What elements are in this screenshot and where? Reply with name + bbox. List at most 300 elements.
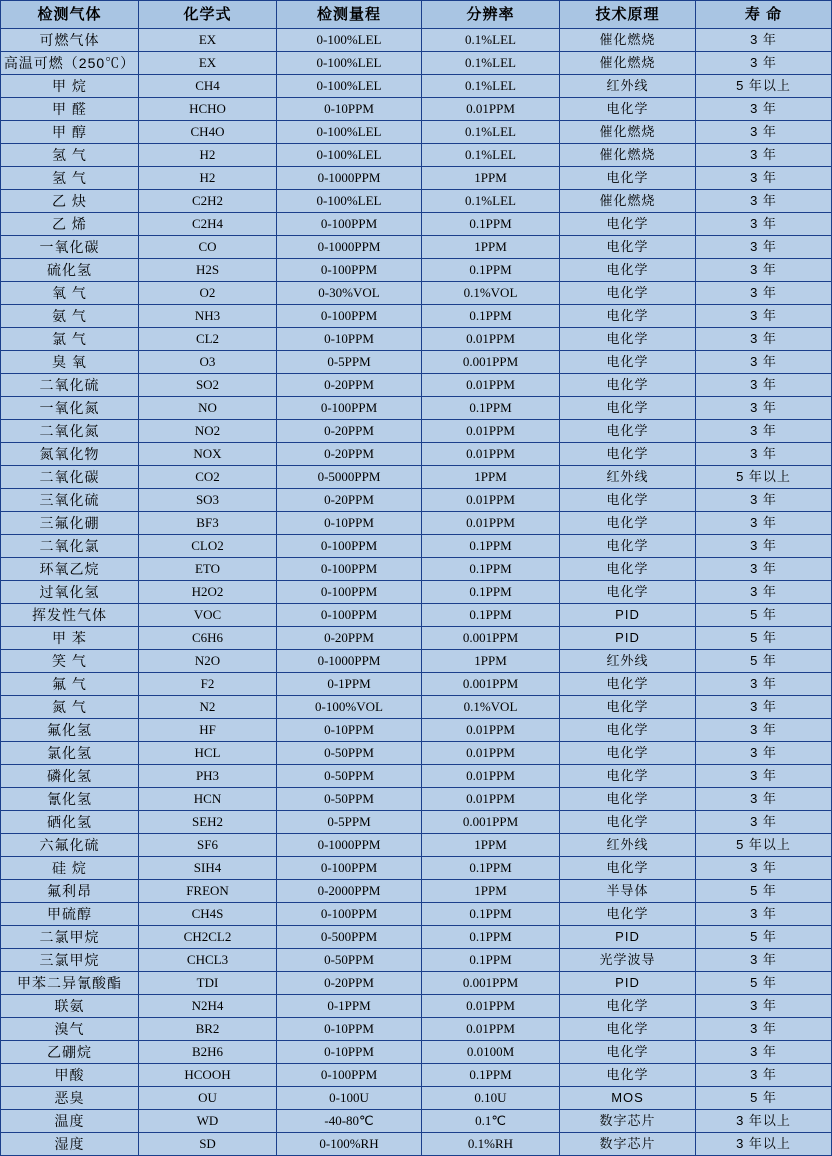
cell-technical-principle: 红外线 bbox=[560, 75, 696, 98]
cell-detection-range: 0-30%VOL bbox=[277, 282, 422, 305]
cell-detection-range: 0-10PPM bbox=[277, 1041, 422, 1064]
cell-chemical-formula: F2 bbox=[139, 673, 277, 696]
table-row bbox=[1, 259, 832, 282]
cell-chemical-formula: HCOOH bbox=[139, 1064, 277, 1087]
table-row bbox=[1, 834, 832, 857]
cell-service-life: 3 年 bbox=[696, 1064, 832, 1087]
cell-gas-name: 二氧化碳 bbox=[1, 466, 139, 489]
table-row bbox=[1, 29, 832, 52]
cell-detection-range: 0-50PPM bbox=[277, 765, 422, 788]
cell-resolution: 0.01PPM bbox=[422, 328, 560, 351]
cell-detection-range: 0-5000PPM bbox=[277, 466, 422, 489]
cell-service-life: 5 年 bbox=[696, 627, 832, 650]
cell-service-life: 3 年 bbox=[696, 282, 832, 305]
table-row bbox=[1, 98, 832, 121]
cell-resolution: 0.1%VOL bbox=[422, 282, 560, 305]
cell-gas-name: 乙 烯 bbox=[1, 213, 139, 236]
cell-gas-name: 二氧化硫 bbox=[1, 374, 139, 397]
cell-service-life: 3 年 bbox=[696, 673, 832, 696]
cell-technical-principle: 催化燃烧 bbox=[560, 121, 696, 144]
table-row bbox=[1, 1110, 832, 1133]
cell-technical-principle: MOS bbox=[560, 1087, 696, 1110]
cell-detection-range: 0-100PPM bbox=[277, 857, 422, 880]
cell-service-life: 3 年 bbox=[696, 811, 832, 834]
cell-resolution: 0.1PPM bbox=[422, 926, 560, 949]
cell-gas-name: 可燃气体 bbox=[1, 29, 139, 52]
cell-chemical-formula: CH4S bbox=[139, 903, 277, 926]
cell-resolution: 0.1%LEL bbox=[422, 52, 560, 75]
cell-chemical-formula: TDI bbox=[139, 972, 277, 995]
table-row bbox=[1, 949, 832, 972]
cell-resolution: 0.1PPM bbox=[422, 1064, 560, 1087]
cell-technical-principle: 电化学 bbox=[560, 282, 696, 305]
cell-resolution: 0.01PPM bbox=[422, 98, 560, 121]
cell-chemical-formula: CHCL3 bbox=[139, 949, 277, 972]
cell-technical-principle: 电化学 bbox=[560, 995, 696, 1018]
cell-chemical-formula: CH4O bbox=[139, 121, 277, 144]
cell-service-life: 5 年 bbox=[696, 1087, 832, 1110]
cell-gas-name: 甲硫醇 bbox=[1, 903, 139, 926]
cell-gas-name: 一氧化碳 bbox=[1, 236, 139, 259]
table-row bbox=[1, 788, 832, 811]
table-row bbox=[1, 926, 832, 949]
cell-technical-principle: 电化学 bbox=[560, 213, 696, 236]
cell-chemical-formula: SO2 bbox=[139, 374, 277, 397]
cell-resolution: 0.1%LEL bbox=[422, 29, 560, 52]
cell-service-life: 3 年 bbox=[696, 144, 832, 167]
cell-resolution: 0.1%RH bbox=[422, 1133, 560, 1156]
cell-chemical-formula: H2S bbox=[139, 259, 277, 282]
cell-service-life: 3 年 bbox=[696, 742, 832, 765]
cell-service-life: 3 年 bbox=[696, 259, 832, 282]
cell-chemical-formula: ETO bbox=[139, 558, 277, 581]
table-row bbox=[1, 397, 832, 420]
cell-service-life: 3 年 bbox=[696, 167, 832, 190]
cell-resolution: 0.1PPM bbox=[422, 903, 560, 926]
cell-resolution: 1PPM bbox=[422, 167, 560, 190]
cell-gas-name: 乙硼烷 bbox=[1, 1041, 139, 1064]
cell-gas-name: 甲苯二异氰酸酯 bbox=[1, 972, 139, 995]
cell-service-life: 3 年 bbox=[696, 949, 832, 972]
cell-gas-name: 温度 bbox=[1, 1110, 139, 1133]
column-header-gas: 检测气体 bbox=[1, 1, 139, 29]
cell-gas-name: 三氟化硼 bbox=[1, 512, 139, 535]
cell-gas-name: 甲酸 bbox=[1, 1064, 139, 1087]
cell-service-life: 3 年 bbox=[696, 995, 832, 1018]
cell-detection-range: 0-20PPM bbox=[277, 972, 422, 995]
cell-service-life: 3 年以上 bbox=[696, 1110, 832, 1133]
cell-detection-range: 0-100U bbox=[277, 1087, 422, 1110]
cell-resolution: 0.01PPM bbox=[422, 719, 560, 742]
cell-chemical-formula: C6H6 bbox=[139, 627, 277, 650]
cell-technical-principle: 催化燃烧 bbox=[560, 190, 696, 213]
cell-service-life: 3 年 bbox=[696, 443, 832, 466]
cell-resolution: 0.1%VOL bbox=[422, 696, 560, 719]
cell-technical-principle: 电化学 bbox=[560, 259, 696, 282]
column-header-resolution: 分辨率 bbox=[422, 1, 560, 29]
cell-gas-name: 联氨 bbox=[1, 995, 139, 1018]
cell-service-life: 5 年 bbox=[696, 650, 832, 673]
cell-gas-name: 二氯甲烷 bbox=[1, 926, 139, 949]
cell-chemical-formula: CO2 bbox=[139, 466, 277, 489]
cell-detection-range: -40-80℃ bbox=[277, 1110, 422, 1133]
table-row bbox=[1, 75, 832, 98]
table-row bbox=[1, 213, 832, 236]
cell-resolution: 0.1PPM bbox=[422, 305, 560, 328]
cell-gas-name: 氟化氢 bbox=[1, 719, 139, 742]
cell-chemical-formula: O2 bbox=[139, 282, 277, 305]
table-row bbox=[1, 558, 832, 581]
cell-resolution: 0.1PPM bbox=[422, 949, 560, 972]
cell-technical-principle: 红外线 bbox=[560, 466, 696, 489]
cell-technical-principle: 电化学 bbox=[560, 857, 696, 880]
cell-technical-principle: 电化学 bbox=[560, 558, 696, 581]
cell-gas-name: 臭 氧 bbox=[1, 351, 139, 374]
table-row bbox=[1, 650, 832, 673]
cell-service-life: 3 年 bbox=[696, 98, 832, 121]
cell-service-life: 3 年 bbox=[696, 1041, 832, 1064]
cell-chemical-formula: O3 bbox=[139, 351, 277, 374]
cell-gas-name: 二氧化氮 bbox=[1, 420, 139, 443]
cell-technical-principle: 电化学 bbox=[560, 811, 696, 834]
table-row bbox=[1, 581, 832, 604]
table-row bbox=[1, 535, 832, 558]
cell-detection-range: 0-100%LEL bbox=[277, 190, 422, 213]
cell-technical-principle: 电化学 bbox=[560, 305, 696, 328]
cell-service-life: 3 年 bbox=[696, 581, 832, 604]
cell-chemical-formula: NH3 bbox=[139, 305, 277, 328]
cell-technical-principle: 电化学 bbox=[560, 420, 696, 443]
cell-gas-name: 氢 气 bbox=[1, 167, 139, 190]
cell-resolution: 0.001PPM bbox=[422, 627, 560, 650]
cell-chemical-formula: H2O2 bbox=[139, 581, 277, 604]
cell-detection-range: 0-50PPM bbox=[277, 742, 422, 765]
cell-gas-name: 氨 气 bbox=[1, 305, 139, 328]
cell-technical-principle: 电化学 bbox=[560, 581, 696, 604]
cell-detection-range: 0-100PPM bbox=[277, 604, 422, 627]
cell-detection-range: 0-100PPM bbox=[277, 397, 422, 420]
cell-service-life: 3 年 bbox=[696, 374, 832, 397]
table-row bbox=[1, 374, 832, 397]
cell-service-life: 3 年 bbox=[696, 719, 832, 742]
cell-detection-range: 0-100PPM bbox=[277, 213, 422, 236]
cell-chemical-formula: BR2 bbox=[139, 1018, 277, 1041]
cell-gas-name: 硒化氢 bbox=[1, 811, 139, 834]
table-row bbox=[1, 328, 832, 351]
cell-technical-principle: 数字芯片 bbox=[560, 1133, 696, 1156]
cell-technical-principle: 电化学 bbox=[560, 673, 696, 696]
cell-detection-range: 0-50PPM bbox=[277, 949, 422, 972]
cell-resolution: 0.1PPM bbox=[422, 857, 560, 880]
cell-technical-principle: 电化学 bbox=[560, 788, 696, 811]
cell-resolution: 0.01PPM bbox=[422, 1018, 560, 1041]
table-row bbox=[1, 489, 832, 512]
cell-technical-principle: 催化燃烧 bbox=[560, 29, 696, 52]
cell-detection-range: 0-1PPM bbox=[277, 673, 422, 696]
cell-service-life: 3 年 bbox=[696, 696, 832, 719]
cell-chemical-formula: CH4 bbox=[139, 75, 277, 98]
cell-service-life: 5 年以上 bbox=[696, 466, 832, 489]
table-row bbox=[1, 305, 832, 328]
cell-gas-name: 溴气 bbox=[1, 1018, 139, 1041]
cell-detection-range: 0-20PPM bbox=[277, 374, 422, 397]
cell-resolution: 0.0100M bbox=[422, 1041, 560, 1064]
cell-chemical-formula: SD bbox=[139, 1133, 277, 1156]
cell-detection-range: 0-20PPM bbox=[277, 489, 422, 512]
cell-gas-name: 氯化氢 bbox=[1, 742, 139, 765]
table-header bbox=[1, 1, 832, 29]
cell-chemical-formula: N2 bbox=[139, 696, 277, 719]
cell-service-life: 5 年 bbox=[696, 880, 832, 903]
cell-technical-principle: 电化学 bbox=[560, 765, 696, 788]
cell-gas-name: 二氧化氯 bbox=[1, 535, 139, 558]
cell-technical-principle: 电化学 bbox=[560, 742, 696, 765]
cell-chemical-formula: PH3 bbox=[139, 765, 277, 788]
cell-gas-name: 笑 气 bbox=[1, 650, 139, 673]
cell-detection-range: 0-10PPM bbox=[277, 1018, 422, 1041]
cell-gas-name: 氟 气 bbox=[1, 673, 139, 696]
cell-technical-principle: 催化燃烧 bbox=[560, 144, 696, 167]
column-header-formula: 化学式 bbox=[139, 1, 277, 29]
cell-gas-name: 恶臭 bbox=[1, 1087, 139, 1110]
cell-gas-name: 氢 气 bbox=[1, 144, 139, 167]
cell-gas-name: 乙 炔 bbox=[1, 190, 139, 213]
cell-resolution: 0.1%LEL bbox=[422, 144, 560, 167]
table-row bbox=[1, 466, 832, 489]
cell-gas-name: 氮 气 bbox=[1, 696, 139, 719]
table-row bbox=[1, 627, 832, 650]
cell-detection-range: 0-1000PPM bbox=[277, 834, 422, 857]
table-row bbox=[1, 673, 832, 696]
cell-gas-name: 氰化氢 bbox=[1, 788, 139, 811]
cell-technical-principle: 电化学 bbox=[560, 512, 696, 535]
cell-chemical-formula: WD bbox=[139, 1110, 277, 1133]
cell-technical-principle: 电化学 bbox=[560, 328, 696, 351]
table-row bbox=[1, 857, 832, 880]
table-row bbox=[1, 144, 832, 167]
cell-chemical-formula: C2H4 bbox=[139, 213, 277, 236]
cell-technical-principle: 红外线 bbox=[560, 834, 696, 857]
cell-chemical-formula: SEH2 bbox=[139, 811, 277, 834]
cell-chemical-formula: N2H4 bbox=[139, 995, 277, 1018]
cell-service-life: 5 年 bbox=[696, 926, 832, 949]
cell-detection-range: 0-1000PPM bbox=[277, 167, 422, 190]
cell-detection-range: 0-100%LEL bbox=[277, 29, 422, 52]
cell-service-life: 3 年 bbox=[696, 420, 832, 443]
cell-service-life: 3 年 bbox=[696, 236, 832, 259]
table-header-row bbox=[1, 1, 832, 29]
cell-resolution: 0.01PPM bbox=[422, 420, 560, 443]
table-row bbox=[1, 52, 832, 75]
cell-gas-name: 甲 醇 bbox=[1, 121, 139, 144]
cell-resolution: 0.1PPM bbox=[422, 535, 560, 558]
cell-service-life: 3 年 bbox=[696, 1018, 832, 1041]
cell-technical-principle: PID bbox=[560, 627, 696, 650]
cell-technical-principle: 催化燃烧 bbox=[560, 52, 696, 75]
cell-gas-name: 氟利昂 bbox=[1, 880, 139, 903]
table-row bbox=[1, 995, 832, 1018]
table-row bbox=[1, 880, 832, 903]
cell-resolution: 0.001PPM bbox=[422, 673, 560, 696]
cell-resolution: 0.001PPM bbox=[422, 351, 560, 374]
cell-detection-range: 0-2000PPM bbox=[277, 880, 422, 903]
cell-resolution: 0.001PPM bbox=[422, 811, 560, 834]
table-row bbox=[1, 351, 832, 374]
cell-service-life: 3 年 bbox=[696, 351, 832, 374]
table-row bbox=[1, 742, 832, 765]
cell-resolution: 0.01PPM bbox=[422, 765, 560, 788]
cell-gas-name: 甲 苯 bbox=[1, 627, 139, 650]
table-row bbox=[1, 972, 832, 995]
cell-gas-name: 甲 烷 bbox=[1, 75, 139, 98]
table-row bbox=[1, 236, 832, 259]
cell-detection-range: 0-100PPM bbox=[277, 558, 422, 581]
cell-technical-principle: 电化学 bbox=[560, 1041, 696, 1064]
cell-service-life: 3 年 bbox=[696, 397, 832, 420]
cell-resolution: 0.01PPM bbox=[422, 512, 560, 535]
cell-chemical-formula: VOC bbox=[139, 604, 277, 627]
cell-technical-principle: 电化学 bbox=[560, 1018, 696, 1041]
cell-resolution: 0.01PPM bbox=[422, 489, 560, 512]
cell-chemical-formula: NO bbox=[139, 397, 277, 420]
table-row bbox=[1, 765, 832, 788]
column-header-principle: 技术原理 bbox=[560, 1, 696, 29]
cell-technical-principle: 数字芯片 bbox=[560, 1110, 696, 1133]
cell-gas-name: 三氧化硫 bbox=[1, 489, 139, 512]
cell-resolution: 0.1%LEL bbox=[422, 75, 560, 98]
cell-service-life: 3 年 bbox=[696, 489, 832, 512]
cell-technical-principle: 电化学 bbox=[560, 696, 696, 719]
cell-chemical-formula: FREON bbox=[139, 880, 277, 903]
cell-resolution: 0.1PPM bbox=[422, 604, 560, 627]
cell-chemical-formula: B2H6 bbox=[139, 1041, 277, 1064]
table-body bbox=[1, 29, 832, 1156]
cell-service-life: 5 年 bbox=[696, 604, 832, 627]
cell-technical-principle: 电化学 bbox=[560, 236, 696, 259]
cell-chemical-formula: SF6 bbox=[139, 834, 277, 857]
cell-technical-principle: PID bbox=[560, 926, 696, 949]
cell-chemical-formula: CH2CL2 bbox=[139, 926, 277, 949]
cell-chemical-formula: HCL bbox=[139, 742, 277, 765]
cell-technical-principle: 电化学 bbox=[560, 167, 696, 190]
cell-chemical-formula: N2O bbox=[139, 650, 277, 673]
cell-gas-name: 甲 醛 bbox=[1, 98, 139, 121]
cell-service-life: 3 年以上 bbox=[696, 1133, 832, 1156]
cell-service-life: 3 年 bbox=[696, 765, 832, 788]
cell-gas-name: 环氧乙烷 bbox=[1, 558, 139, 581]
cell-service-life: 3 年 bbox=[696, 52, 832, 75]
table-row bbox=[1, 1064, 832, 1087]
table-row bbox=[1, 512, 832, 535]
cell-technical-principle: 电化学 bbox=[560, 374, 696, 397]
cell-detection-range: 0-100%LEL bbox=[277, 75, 422, 98]
cell-technical-principle: 电化学 bbox=[560, 98, 696, 121]
cell-technical-principle: PID bbox=[560, 604, 696, 627]
cell-resolution: 0.1℃ bbox=[422, 1110, 560, 1133]
cell-chemical-formula: SIH4 bbox=[139, 857, 277, 880]
cell-resolution: 0.1PPM bbox=[422, 581, 560, 604]
cell-technical-principle: PID bbox=[560, 972, 696, 995]
cell-service-life: 3 年 bbox=[696, 512, 832, 535]
cell-resolution: 1PPM bbox=[422, 466, 560, 489]
cell-detection-range: 0-100PPM bbox=[277, 305, 422, 328]
table-row bbox=[1, 903, 832, 926]
cell-resolution: 1PPM bbox=[422, 834, 560, 857]
cell-detection-range: 0-1000PPM bbox=[277, 650, 422, 673]
cell-gas-name: 过氧化氢 bbox=[1, 581, 139, 604]
cell-chemical-formula: H2 bbox=[139, 167, 277, 190]
cell-detection-range: 0-5PPM bbox=[277, 351, 422, 374]
cell-technical-principle: 电化学 bbox=[560, 489, 696, 512]
cell-chemical-formula: H2 bbox=[139, 144, 277, 167]
cell-detection-range: 0-100%LEL bbox=[277, 121, 422, 144]
cell-chemical-formula: EX bbox=[139, 29, 277, 52]
cell-detection-range: 0-100PPM bbox=[277, 259, 422, 282]
cell-chemical-formula: CL2 bbox=[139, 328, 277, 351]
cell-chemical-formula: HCHO bbox=[139, 98, 277, 121]
cell-technical-principle: 电化学 bbox=[560, 535, 696, 558]
cell-service-life: 3 年 bbox=[696, 121, 832, 144]
cell-detection-range: 0-100%RH bbox=[277, 1133, 422, 1156]
cell-chemical-formula: HF bbox=[139, 719, 277, 742]
cell-technical-principle: 电化学 bbox=[560, 903, 696, 926]
cell-resolution: 0.1PPM bbox=[422, 213, 560, 236]
cell-detection-range: 0-100%VOL bbox=[277, 696, 422, 719]
cell-detection-range: 0-500PPM bbox=[277, 926, 422, 949]
cell-resolution: 0.01PPM bbox=[422, 374, 560, 397]
cell-technical-principle: 电化学 bbox=[560, 397, 696, 420]
cell-chemical-formula: BF3 bbox=[139, 512, 277, 535]
cell-gas-name: 氮氧化物 bbox=[1, 443, 139, 466]
table-row bbox=[1, 443, 832, 466]
cell-resolution: 0.10U bbox=[422, 1087, 560, 1110]
cell-detection-range: 0-100%LEL bbox=[277, 52, 422, 75]
table-row bbox=[1, 1087, 832, 1110]
cell-chemical-formula: EX bbox=[139, 52, 277, 75]
cell-detection-range: 0-20PPM bbox=[277, 420, 422, 443]
cell-service-life: 5 年以上 bbox=[696, 834, 832, 857]
cell-technical-principle: 红外线 bbox=[560, 650, 696, 673]
cell-resolution: 0.001PPM bbox=[422, 972, 560, 995]
cell-gas-name: 硫化氢 bbox=[1, 259, 139, 282]
cell-detection-range: 0-10PPM bbox=[277, 328, 422, 351]
cell-detection-range: 0-5PPM bbox=[277, 811, 422, 834]
cell-resolution: 0.1PPM bbox=[422, 259, 560, 282]
cell-detection-range: 0-1000PPM bbox=[277, 236, 422, 259]
cell-resolution: 1PPM bbox=[422, 880, 560, 903]
cell-gas-name: 三氯甲烷 bbox=[1, 949, 139, 972]
cell-chemical-formula: CLO2 bbox=[139, 535, 277, 558]
cell-chemical-formula: CO bbox=[139, 236, 277, 259]
table-row bbox=[1, 190, 832, 213]
table-row bbox=[1, 1018, 832, 1041]
cell-service-life: 3 年 bbox=[696, 190, 832, 213]
cell-detection-range: 0-1PPM bbox=[277, 995, 422, 1018]
column-header-range: 检测量程 bbox=[277, 1, 422, 29]
cell-gas-name: 六氟化硫 bbox=[1, 834, 139, 857]
cell-detection-range: 0-20PPM bbox=[277, 443, 422, 466]
cell-detection-range: 0-50PPM bbox=[277, 788, 422, 811]
cell-service-life: 3 年 bbox=[696, 857, 832, 880]
cell-gas-name: 磷化氢 bbox=[1, 765, 139, 788]
table-row bbox=[1, 1133, 832, 1156]
cell-service-life: 3 年 bbox=[696, 558, 832, 581]
cell-technical-principle: 电化学 bbox=[560, 1064, 696, 1087]
cell-resolution: 0.1PPM bbox=[422, 558, 560, 581]
cell-resolution: 1PPM bbox=[422, 650, 560, 673]
cell-resolution: 0.1%LEL bbox=[422, 121, 560, 144]
cell-technical-principle: 电化学 bbox=[560, 351, 696, 374]
